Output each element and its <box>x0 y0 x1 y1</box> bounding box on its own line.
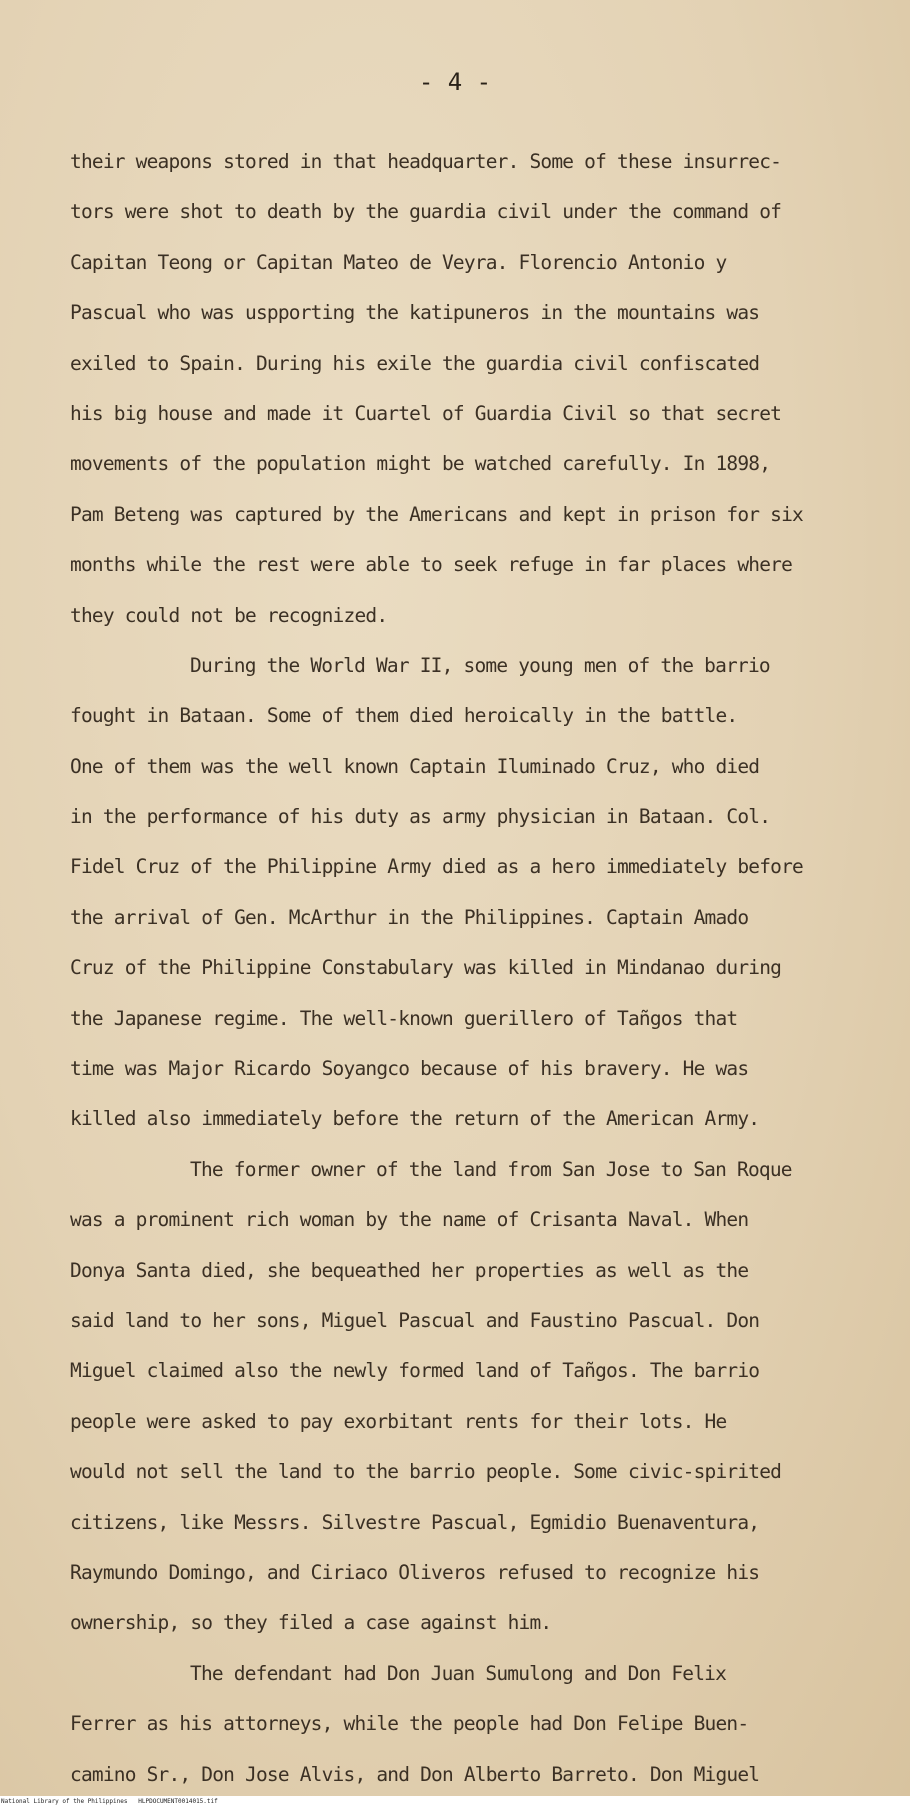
page-number: - 4 - <box>418 68 492 96</box>
body-text <box>70 137 880 1800</box>
text-line: months while the rest were able to seek refuge in far places where <box>70 553 793 577</box>
text-line: Ferrer as his attorneys, while the people had Don Felipe Buen- <box>70 1712 749 1736</box>
text-line: time was Major Ricardo Soyangco because of his bravery. He was <box>70 1057 749 1081</box>
text-line: Fidel Cruz of the Philippine Army died as a hero immediately before <box>70 855 803 879</box>
text-line: their weapons stored in that headquarter. Some of these insurrec- <box>70 150 782 173</box>
text-line: in the performance of his duty as army physician in Bataan. Col. <box>70 805 771 829</box>
text-line: movements of the population might be watched carefully. In 1898, <box>70 452 771 476</box>
text-line: Cruz of the Philippine Constabulary was killed in Mindanao during <box>70 956 782 980</box>
text-line: people were asked to pay exorbitant rents for their lots. He <box>70 1409 727 1433</box>
text-line: citizens, like Messrs. Silvestre Pascual, Egmidio Buenaventura, <box>70 1510 760 1534</box>
text-line: tors were shot to death by the guardia civil under the command of <box>70 200 782 224</box>
text-line: Capitan Teong or Capitan Mateo de Veyra. Florencio Antonio y <box>70 250 727 274</box>
text-line: fought in Bataan. Some of them died heroically in the battle. <box>70 704 738 728</box>
text-line: the arrival of Gen. McArthur in the Philippines. Captain Amado <box>70 905 749 929</box>
paragraph-start-line: The defendant had Don Juan Sumulong and Don Felix <box>190 1661 727 1685</box>
text-line: Pascual who was uspporting the katipuneros in the mountains was <box>70 301 760 325</box>
text-line: exiled to Spain. During his exile the guardia civil confiscated <box>70 351 760 375</box>
text-line: the Japanese regime. The well-known guerillero of Tañgos that <box>70 1006 738 1030</box>
text-line: said land to her sons, Miguel Pascual and Faustino Pascual. Don <box>70 1308 760 1332</box>
text-line: they could not be recognized. <box>70 603 388 627</box>
text-line: ownership, so they filed a case against him. <box>70 1611 552 1635</box>
text-line: was a prominent rich woman by the name of Crisanta Naval. When <box>70 1208 749 1232</box>
text-line: Donya Santa died, she bequeathed her properties as well as the <box>70 1258 749 1282</box>
text-line: Pam Beteng was captured by the Americans and kept in prison for six <box>70 502 803 526</box>
text-line: would not sell the land to the barrio people. Some civic-spirited <box>70 1460 782 1484</box>
paragraph-start-line: The former owner of the land from San Jose to San Roque <box>190 1157 792 1181</box>
text-line: Miguel claimed also the newly formed land of Tañgos. The barrio <box>70 1359 760 1383</box>
text-line: One of them was the well known Captain Iluminado Cruz, who died <box>70 754 760 778</box>
text-line: camino Sr., Don Jose Alvis, and Don Alberto Barreto. Don Miguel <box>70 1762 760 1786</box>
scan-footer: National Library of the Philippines HLPDOCUMENT0014015.tif <box>0 1796 910 1808</box>
text-line: Raymundo Domingo, and Ciriaco Oliveros refused to recognize his <box>70 1560 760 1584</box>
paragraph-start-line: During the World War II, some young men of the barrio <box>190 653 770 677</box>
text-line: his big house and made it Cuartel of Guardia Civil so that secret <box>70 401 782 425</box>
text-line: killed also immediately before the return of the American Army. <box>70 1107 760 1131</box>
